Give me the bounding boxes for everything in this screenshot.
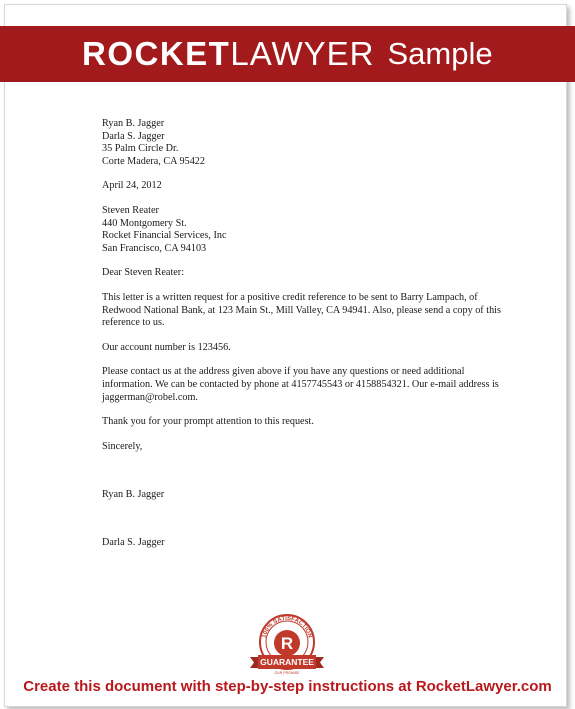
letter-body — [102, 118, 522, 549]
sender-address — [102, 118, 522, 168]
seal-letter: R — [280, 634, 294, 653]
closing: Sincerely, — [102, 440, 143, 452]
paragraph-account: Our account number is 123456. — [102, 341, 231, 353]
paragraph-request: This letter is a written request for a positive credit reference to be sent to Barry Lampach, of Redwood National Bank, at 123 Main St., Mill Valley, CA 94941. Also, please send a copy of this reference to us. — [102, 291, 501, 329]
footer-cta[interactable]: Create this document with step-by-step instructions at RocketLawyer.com — [23, 678, 552, 695]
recipient-address — [102, 205, 522, 255]
signature-ryan: Ryan B. Jagger — [102, 489, 165, 501]
salutation: Dear Steven Reater: — [102, 267, 185, 279]
paragraph-thanks: Thank you for your prompt attention to this request. — [102, 416, 314, 428]
seal-bottom-text: OUR PROMISE — [274, 671, 300, 675]
brand-rocket: ROCKET — [82, 35, 231, 72]
paragraph-contact: Please contact us at the address given above if you have any questions or need additional information. We can be contacted by phone at 4157745543 or 4158854321. Our e-mail address is jaggerman@robel.com. — [102, 366, 499, 403]
recipient-line: Rocket Financial Services, Inc — [102, 230, 227, 242]
sender-line: Ryan B. Jagger — [102, 118, 165, 129]
guarantee-seal-icon — [246, 610, 328, 676]
letter-date: April 24, 2012 — [102, 180, 162, 192]
sender-line: Corte Madera, CA 95422 — [102, 155, 205, 167]
signature-darla: Darla S. Jagger — [102, 536, 165, 548]
sender-line: Darla S. Jagger — [102, 130, 165, 142]
recipient-line: San Francisco, CA 94103 — [102, 242, 207, 254]
sender-line: 35 Palm Circle Dr. — [102, 143, 179, 155]
sample-label: Sample — [387, 36, 493, 71]
recipient-line: 440 Montgomery St. — [102, 217, 187, 229]
brand-lawyer: LAWYER — [230, 35, 375, 72]
recipient-line: Steven Reater — [102, 204, 159, 216]
sample-banner — [0, 26, 575, 82]
ribbon-text: GUARANTEE — [260, 657, 314, 667]
seal-top-text: 100% SATISFACTION — [261, 615, 313, 639]
